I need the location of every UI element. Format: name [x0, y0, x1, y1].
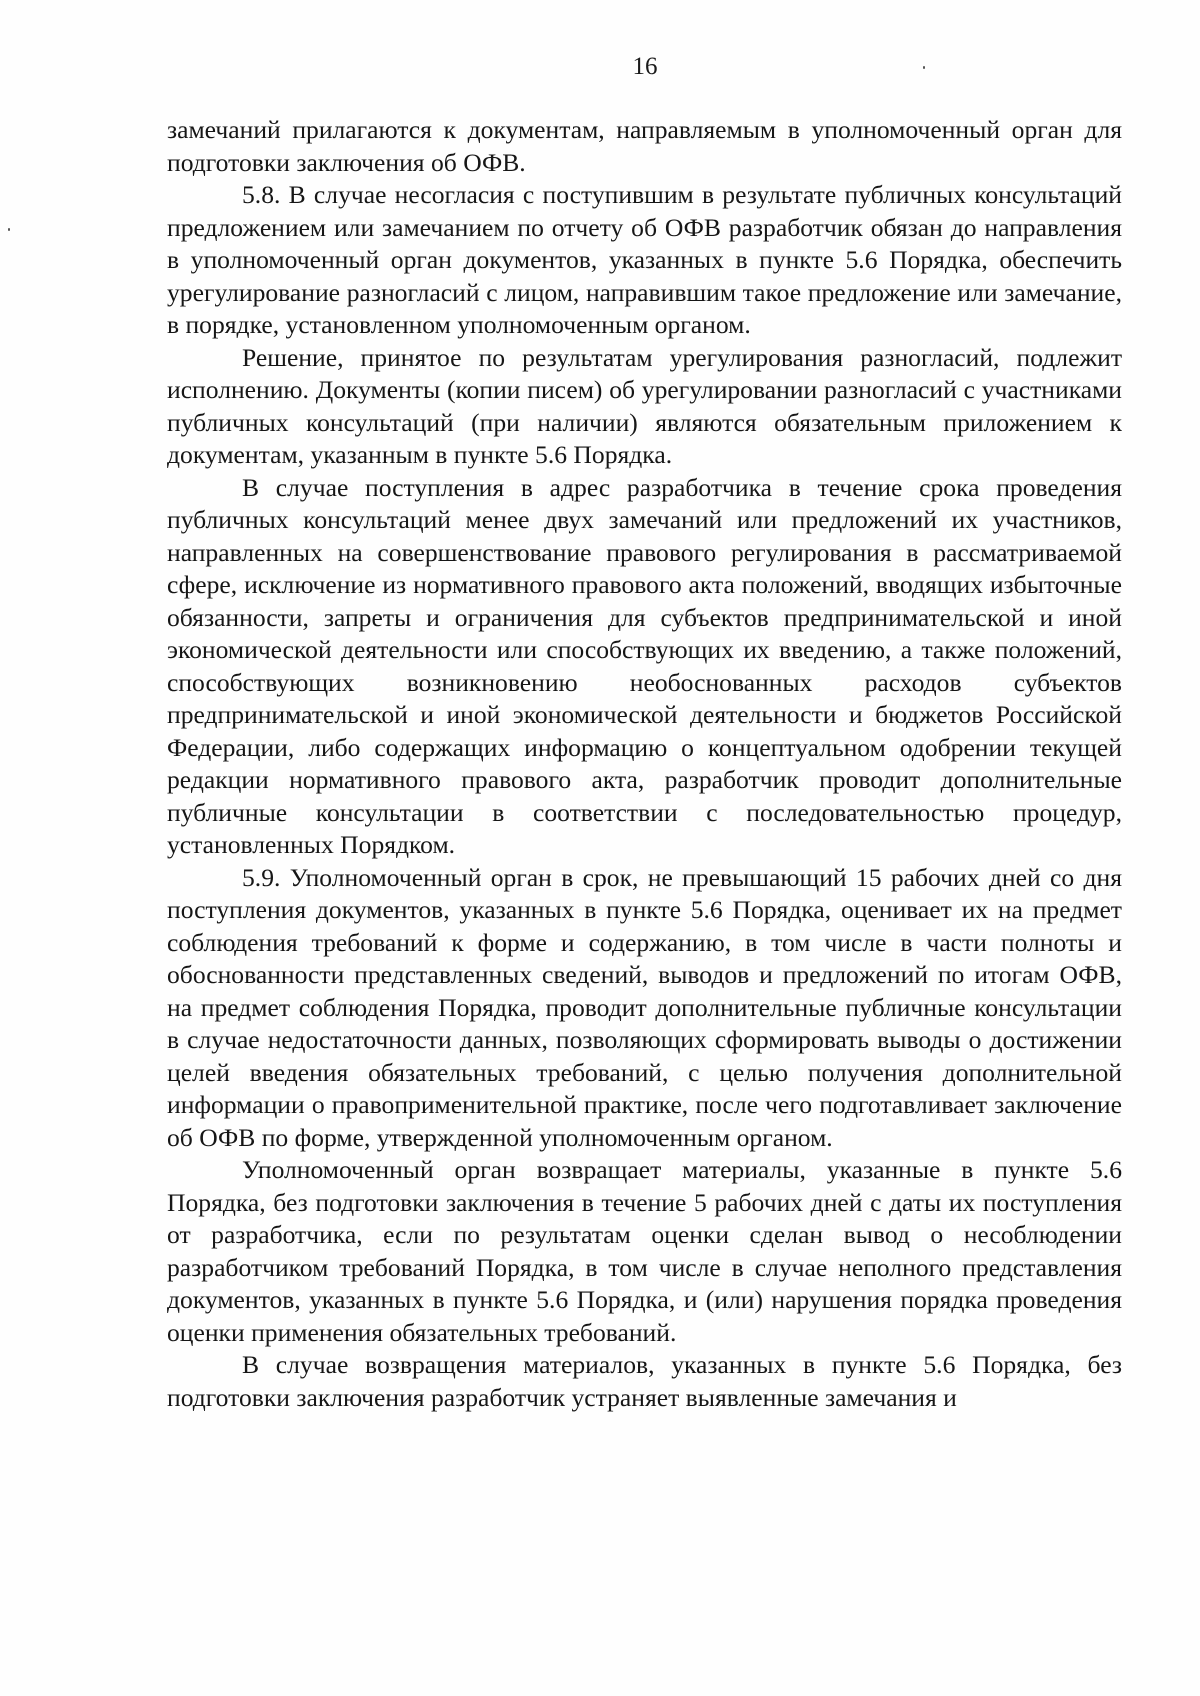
paragraph-decision: Решение, принятое по результатам урегулирования разногласий, подлежит исполнению. Документы (копии писем) об урегулировании разногласий с участниками публичных консультаций (при наличии) являются обязательным приложением к документам, указанным в пункте 5.6 Порядка. — [167, 342, 1122, 469]
paragraph-continuation: замечаний прилагаются к документам, направляемым в уполномоченный орган для подготовки заключения об ОФВ. — [167, 115, 1122, 177]
page-number: 16 — [632, 53, 658, 80]
paragraph-additional-consultations: В случае поступления в адрес разработчика в течение срока проведения публичных консультаций менее двух замечаний или предложений их участников, направленных на совершенствование правового регулирования в рассматриваемой сфере, исключение из нормативного правового акта положений, вводящих избыточные обязанности, запреты и ограничения для субъектов предпринимательской и иной экономической деятельности или способствующих их введению, а также положений, способствующих возникновению необоснованных расходов субъектов предпринимательской и иной экономической деятельности и бюджетов Российской Федерации, либо содержащих информацию о концептуальном одобрении текущей редакции нормативного правового акта, разработчик проводит дополнительные публичные консультации в соответствии с последовательностью процедур, установленных Порядком. — [167, 472, 1122, 859]
paragraph-return-materials: Уполномоченный орган возвращает материалы, указанные в пункте 5.6 Порядка, без подготовки заключения в течение 5 рабочих дней с даты их поступления от разработчика, если по результатам оценки сделан вывод о несоблюдении разработчиком требований Порядка, в том числе в случае неполного представления документов, указанных в пункте 5.6 Порядка, и (или) нарушения порядка проведения оценки применения обязательных требований. — [167, 1155, 1122, 1347]
paragraph-return-case: В случае возвращения материалов, указанных в пункте 5.6 Порядка, без подготовки заключения разработчик устраняет выявленные замечания и — [167, 1350, 1122, 1412]
body-text — [167, 114, 1122, 1414]
scan-speck — [8, 228, 10, 231]
scan-speck — [923, 66, 925, 69]
paragraph-5-9: 5.9. Уполномоченный орган в срок, не превышающий 15 рабочих дней со дня поступления документов, указанных в пункте 5.6 Порядка, оценивает их на предмет соблюдения требований к форме и содержанию, в том числе в части полноты и обоснованности представленных сведений, выводов и предложений по итогам ОФВ, на предмет соблюдения Порядка, проводит дополнительные публичные консультации в случае недостаточности данных, позволяющих сформировать выводы о достижении целей введения обязательных требований, с целью получения дополнительной информации о правоприменительной практике, после чего подготавливает заключение об ОФВ по форме, утвержденной уполномоченным органом. — [167, 862, 1122, 1152]
paragraph-5-8: 5.8. В случае несогласия с поступившим в результате публичных консультаций предложением или замечанием по отчету об ОФВ разработчик обязан до направления в уполномоченный орган документов, указанных в пункте 5.6 Порядка, обеспечить урегулирование разногласий с лицом, направившим такое предложение или замечание, в порядке, установленном уполномоченным органом. — [167, 180, 1122, 339]
